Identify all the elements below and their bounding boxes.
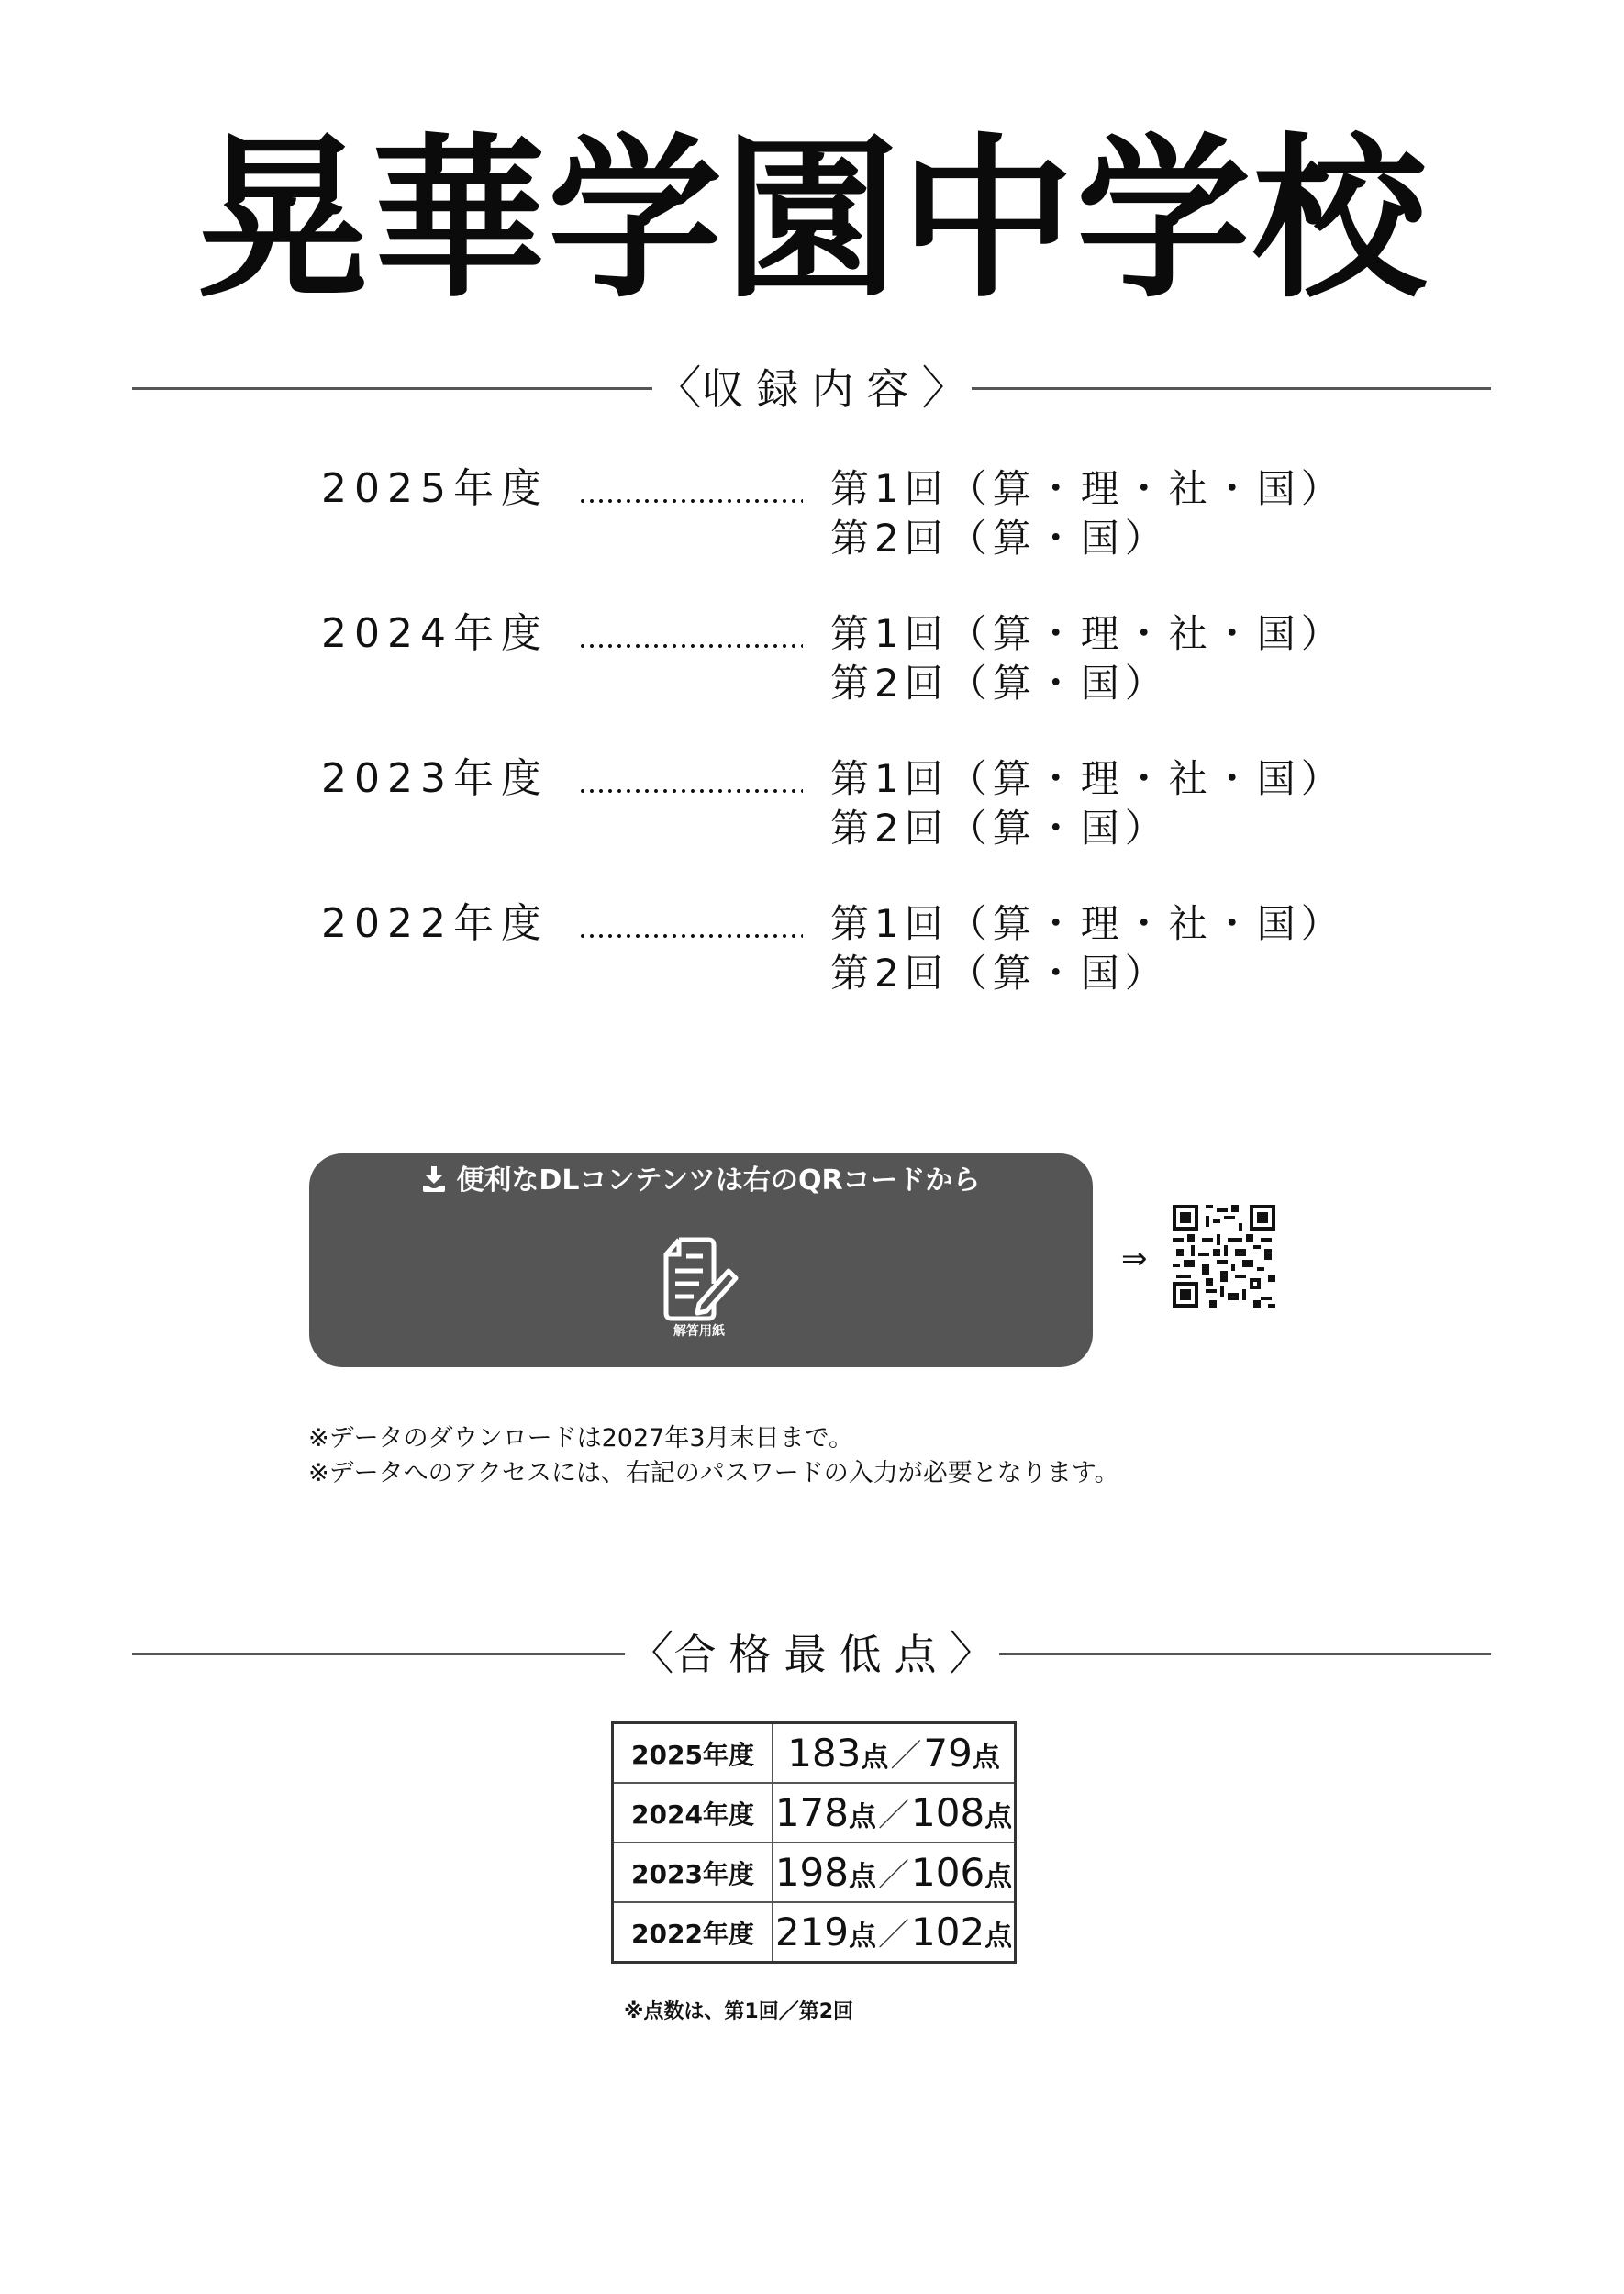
table-row (613, 1843, 1016, 1902)
year-cell: 2025年度 (613, 1723, 773, 1784)
download-heading (309, 1163, 1093, 1203)
minimum-score-table (611, 1721, 1017, 1964)
dotted-leader (578, 643, 803, 649)
page-title: 晃華学園中学校 (195, 118, 1429, 321)
score-cell: 219点／102点 (773, 1902, 1016, 1963)
exam-round-1: 第1回（算・理・社・国） (830, 756, 1345, 801)
divider-right (999, 1653, 1492, 1655)
dotted-leader (578, 788, 803, 794)
year-label: 2023年度 (321, 755, 549, 802)
open-bracket: 〈 (628, 1626, 674, 1680)
scores-section-title (625, 1626, 999, 1682)
score-cell: 178点／108点 (773, 1783, 1016, 1843)
contents-section-header (132, 361, 1491, 416)
year-cell: 2022年度 (613, 1902, 773, 1963)
download-heading-text: 便利なDLコンテンツは右のQRコードから (456, 1164, 981, 1197)
year-label: 2022年度 (321, 900, 549, 947)
year-label: 2025年度 (321, 465, 549, 512)
qr-code[interactable] (1173, 1205, 1275, 1308)
note-download-deadline: ※データのダウンロードは2027年3月末日まで。 (308, 1424, 853, 1453)
exam-round-1: 第1回（算・理・社・国） (830, 901, 1345, 946)
answer-sheet-label: 解答用紙 (673, 1324, 725, 1339)
divider-right (972, 387, 1492, 390)
divider-left (132, 387, 652, 390)
download-content-box (309, 1153, 1093, 1367)
note-password-required: ※データへのアクセスには、右記のパスワードの入力が必要となります。 (308, 1459, 1119, 1487)
scores-section-label: 合格最低点 (673, 1629, 950, 1679)
dotted-leader (578, 498, 803, 504)
scores-section-header (132, 1626, 1491, 1681)
close-bracket: 〉 (921, 361, 968, 415)
download-icon (421, 1165, 447, 1203)
answer-sheet-icon[interactable] (662, 1236, 740, 1337)
open-bracket: 〈 (655, 361, 702, 415)
download-notes (308, 1421, 1119, 1491)
year-cell: 2024年度 (613, 1783, 773, 1843)
exam-round-2: 第2回（算・国） (830, 516, 1169, 561)
year-cell: 2023年度 (613, 1843, 773, 1902)
exam-round-1: 第1回（算・理・社・国） (830, 611, 1345, 656)
contents-year-2024 (321, 607, 1376, 717)
contents-section-title (652, 361, 972, 417)
divider-left (132, 1653, 625, 1655)
contents-year-2022 (321, 896, 1376, 1007)
score-note: ※点数は、第1回／第2回 (624, 2000, 854, 2023)
table-row (613, 1723, 1016, 1784)
contents-section-label: 収録内容 (701, 363, 922, 414)
exam-round-2: 第2回（算・国） (830, 951, 1169, 996)
exam-round-2: 第2回（算・国） (830, 661, 1169, 706)
exam-round-1: 第1回（算・理・社・国） (830, 466, 1345, 511)
score-cell: 198点／106点 (773, 1843, 1016, 1902)
exam-round-2: 第2回（算・国） (830, 806, 1169, 851)
close-bracket: 〉 (949, 1626, 996, 1680)
arrow-icon: ⇒ (1121, 1241, 1148, 1277)
table-row (613, 1783, 1016, 1843)
dotted-leader (578, 933, 803, 939)
score-cell: 183点／79点 (773, 1723, 1016, 1784)
contents-year-2023 (321, 752, 1376, 862)
table-row (613, 1902, 1016, 1963)
year-label: 2024年度 (321, 610, 549, 657)
contents-year-2025 (321, 462, 1376, 572)
